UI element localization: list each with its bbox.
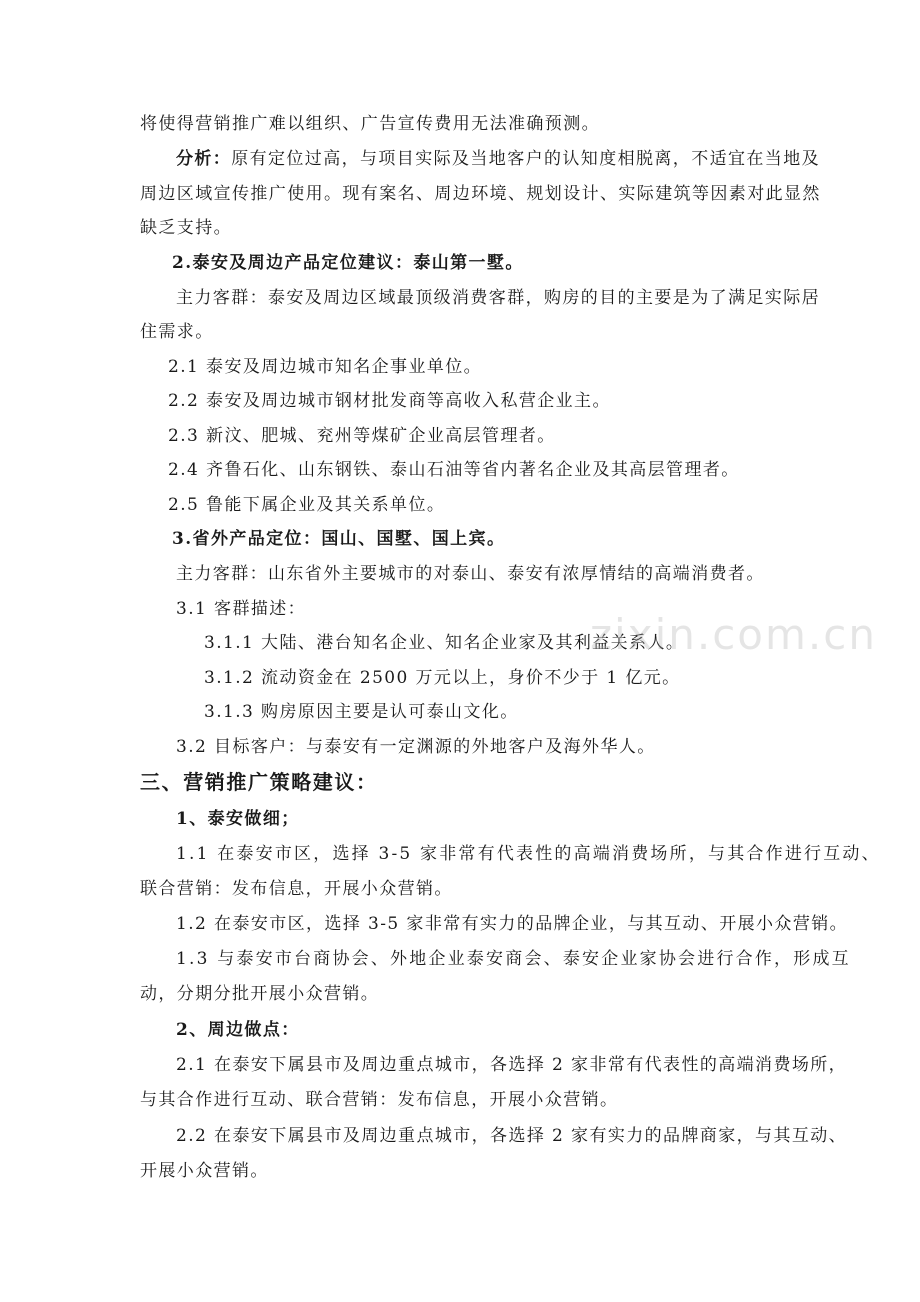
paragraph-line: 周边区域宣传推广使用。现有案名、周边环境、规划设计、实际建筑等因素对此显然 <box>140 184 821 204</box>
section-heading-2: 2.泰安及周边产品定位建议：泰山第一墅。 <box>172 253 524 273</box>
paragraph-line: 住需求。 <box>140 322 214 342</box>
list-item-continuation: 开展小众营销。 <box>140 1161 269 1181</box>
list-item: 2.2 在泰安下属县市及周边重点城市，各选择 2 家有实力的品牌商家，与其互动、 <box>176 1126 848 1146</box>
list-item: 2.1 在泰安下属县市及周边重点城市，各选择 2 家非常有代表性的高端消费场所， <box>176 1055 848 1075</box>
list-item: 3.1.2 流动资金在 2500 万元以上，身价不少于 1 亿元。 <box>204 668 681 688</box>
list-item: 3.1.3 购房原因主要是认可泰山文化。 <box>204 702 519 722</box>
list-item-continuation: 动，分期分批开展小众营销。 <box>140 984 380 1004</box>
list-item: 3.1 客群描述： <box>176 599 307 619</box>
section-heading-3: 3.省外产品定位：国山、国墅、国上宾。 <box>172 529 506 549</box>
analysis-paragraph <box>176 147 820 171</box>
list-item-continuation: 联合营销：发布信息，开展小众营销。 <box>140 879 453 899</box>
list-item: 2.3 新汶、肥城、兖州等煤矿企业高层管理者。 <box>168 426 556 446</box>
analysis-label: 分析： <box>176 149 232 169</box>
list-item: 2.2 泰安及周边城市钢材批发商等高收入私营企业主。 <box>168 391 611 411</box>
chapter-heading: 三、营销推广策略建议： <box>140 770 378 794</box>
list-item-continuation: 与其合作进行互动、联合营销：发布信息，开展小众营销。 <box>140 1090 619 1110</box>
paragraph-line: 原有定位过高，与项目实际及当地客户的认知度相脱离，不适宜在当地及 <box>231 149 821 169</box>
paragraph-line: 将使得营销推广难以组织、广告宣传费用无法准确预测。 <box>140 114 600 134</box>
list-item: 2.5 鲁能下属企业及其关系单位。 <box>168 495 446 515</box>
list-item: 2.1 泰安及周边城市知名企事业单位。 <box>168 357 483 377</box>
subsection-heading: 2、周边做点： <box>176 1020 300 1040</box>
subsection-heading: 1、泰安做细； <box>176 809 300 829</box>
list-item: 3.2 目标客户：与泰安有一定渊源的外地客户及海外华人。 <box>176 737 656 757</box>
list-item: 1.1 在泰安市区，选择 3-5 家非常有代表性的高端消费场所，与其合作进行互动、 <box>176 844 881 864</box>
list-item: 1.2 在泰安市区，选择 3-5 家非常有实力的品牌企业，与其互动、开展小众营销。 <box>176 914 849 934</box>
paragraph-line: 主力客群：山东省外主要城市的对泰山、泰安有浓厚情结的高端消费者。 <box>176 564 765 584</box>
watermark: zixin.com.cn <box>590 610 877 659</box>
list-item: 2.4 齐鲁石化、山东钢铁、泰山石油等省内著名企业及其高层管理者。 <box>168 460 740 480</box>
list-item: 3.1.1 大陆、港台知名企业、知名企业家及其利益关系人。 <box>204 633 685 653</box>
paragraph-line: 主力客群：泰安及周边区域最顶级消费客群，购房的目的主要是为了满足实际居 <box>176 288 820 308</box>
list-item: 1.3 与泰安市台商协会、外地企业泰安商会、泰安企业家协会进行合作，形成互 <box>176 949 851 969</box>
paragraph-line: 缺乏支持。 <box>140 218 232 238</box>
